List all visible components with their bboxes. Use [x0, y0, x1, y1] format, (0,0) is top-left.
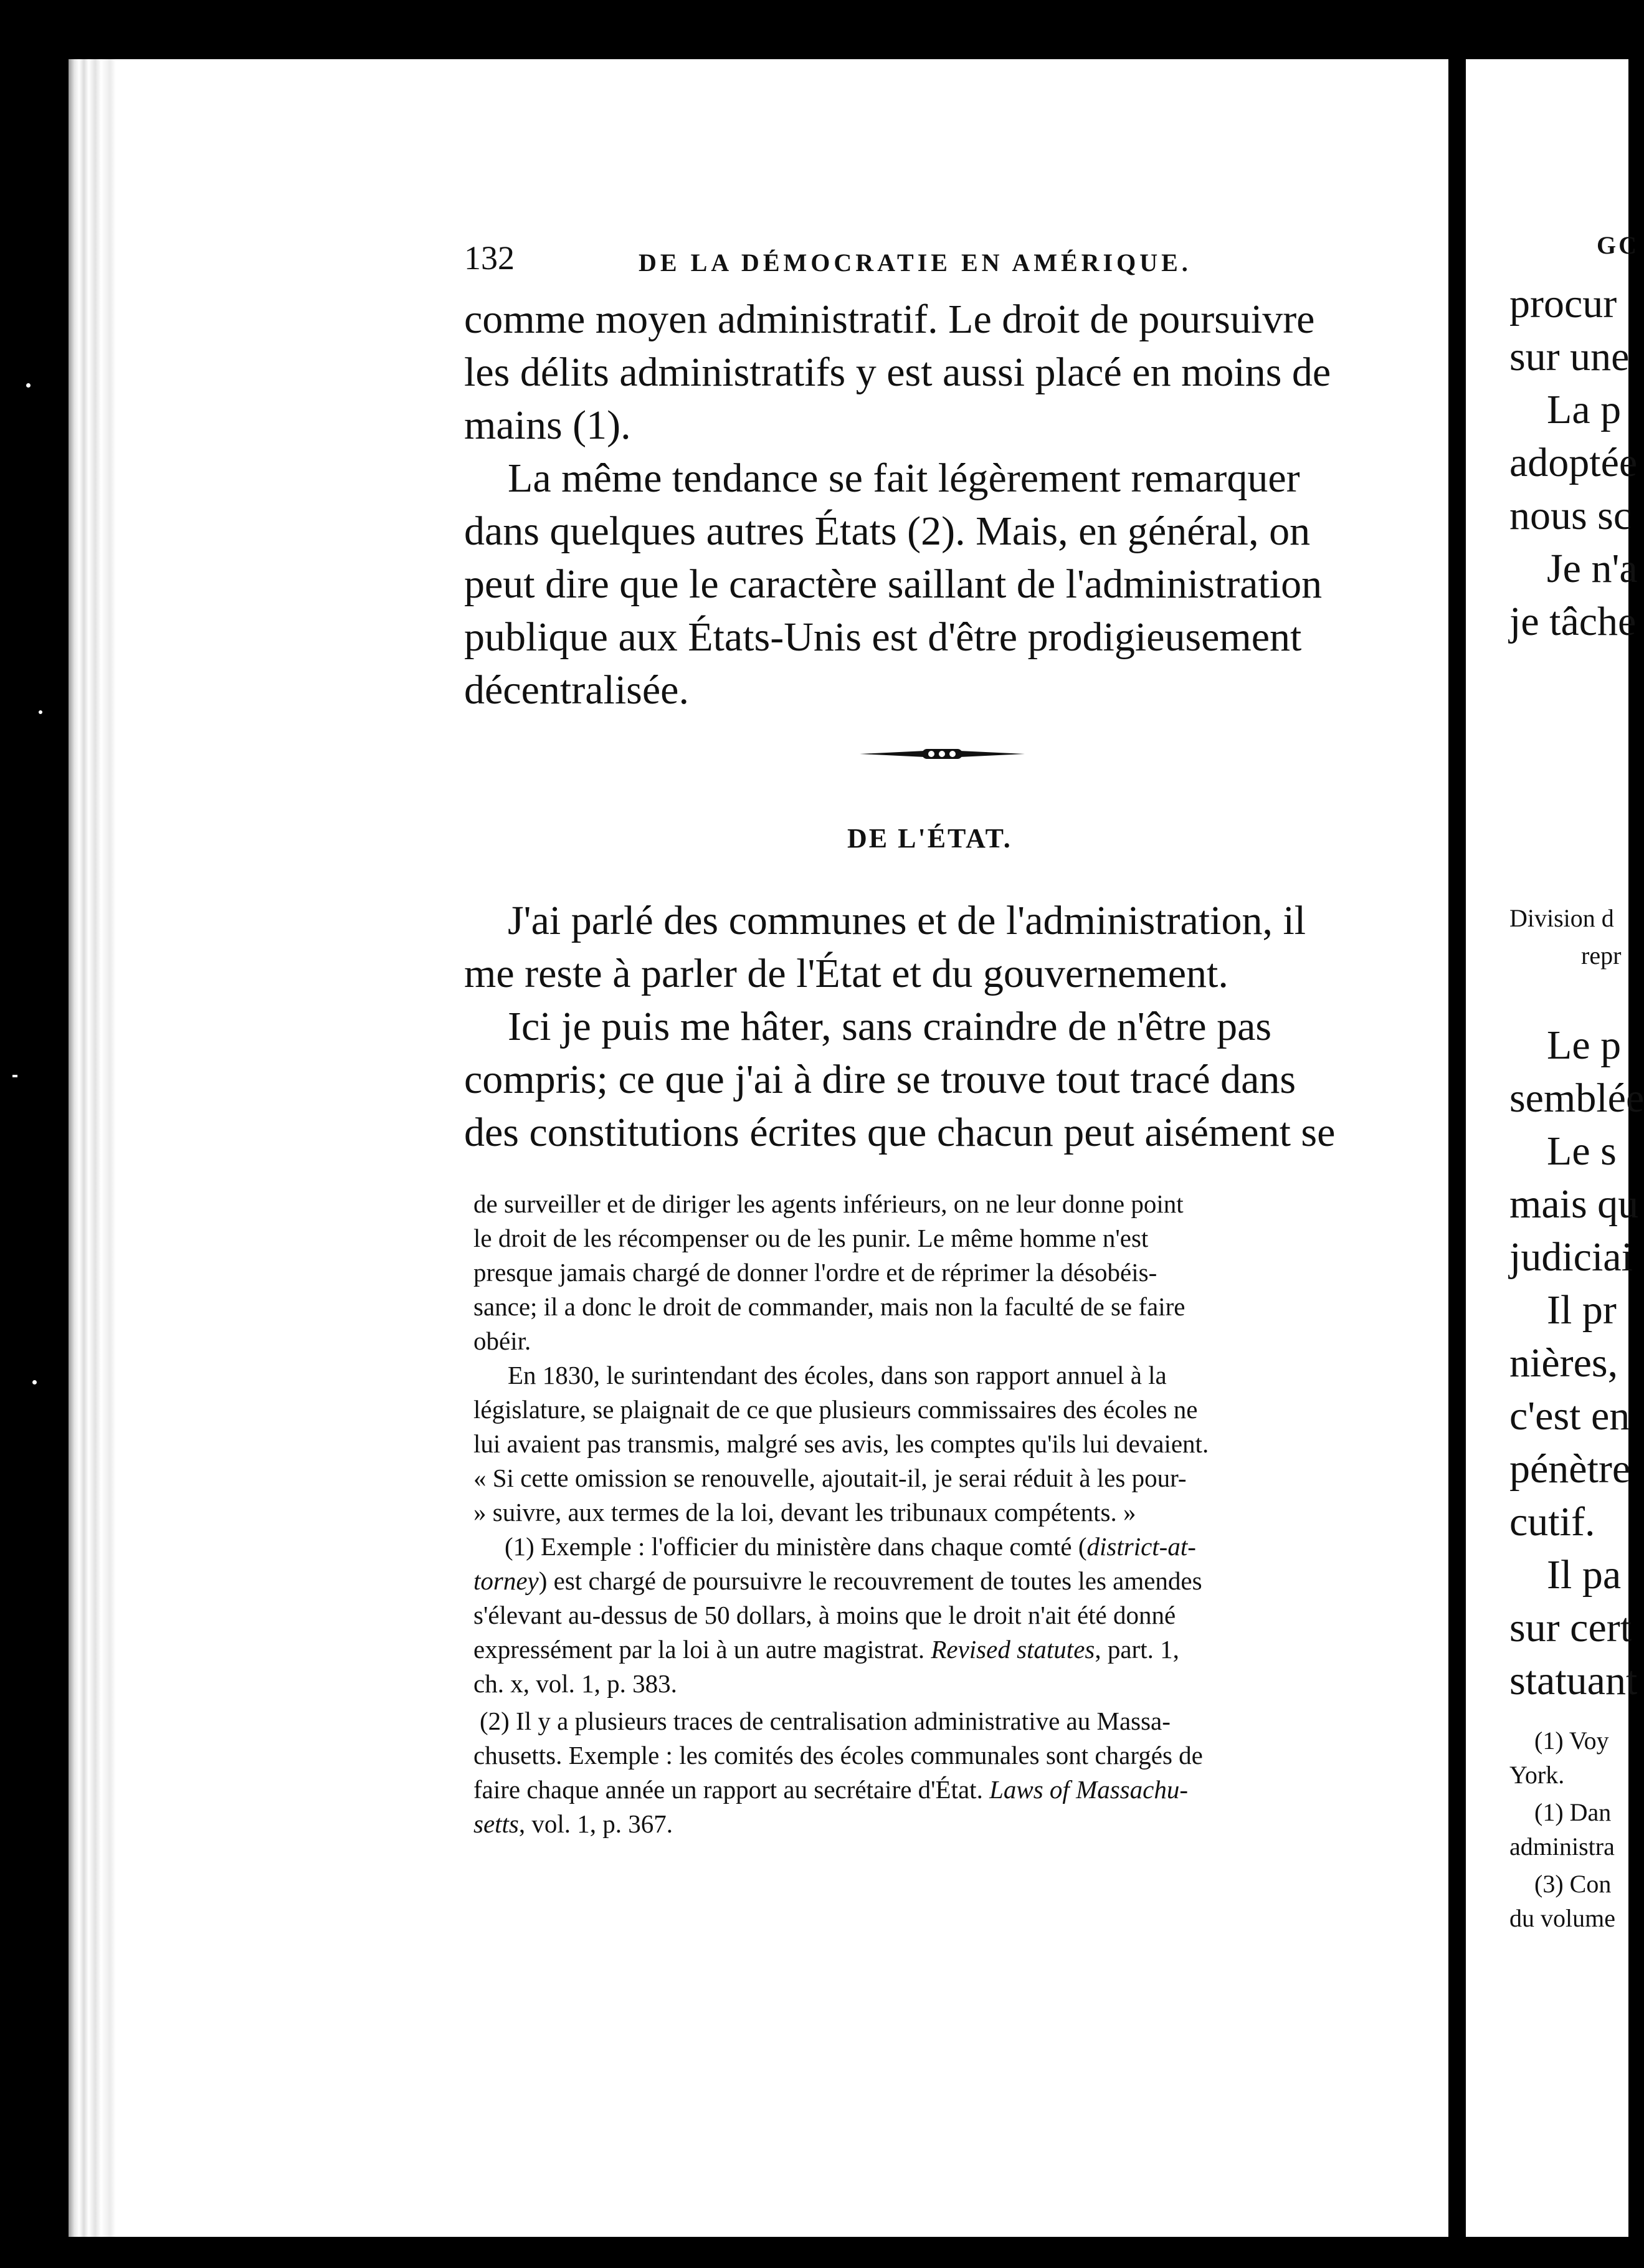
footnote-fragment: du volume [1509, 1904, 1615, 1932]
page-edge-stack [69, 59, 128, 2237]
footnote-line: chusetts. Exemple : les comités des écoles communales sont chargés de [473, 1741, 1203, 1770]
italic-span: setts [473, 1809, 519, 1838]
footnote-line: (2) Il y a plusieurs traces de centralisation administrative au Massa- [480, 1707, 1171, 1735]
text-span: faire chaque année un rapport au secrétaire d'État. [473, 1775, 990, 1804]
text-fragment: procur [1509, 281, 1617, 326]
footnote-fragment: administra [1509, 1832, 1615, 1861]
page-number: 132 [464, 239, 515, 277]
scan-speck [26, 383, 31, 388]
text-fragment: semblée [1509, 1075, 1644, 1121]
text-line: Ici je puis me hâter, sans craindre de n'être pas [508, 1004, 1272, 1049]
footnote-line: ch. x, vol. 1, p. 383. [473, 1669, 677, 1698]
footnote-line: sance; il a donc le droit de commander, mais non la faculté de se faire [473, 1292, 1185, 1321]
text-fragment: mais qu [1509, 1181, 1639, 1227]
running-head-fragment: GC [1597, 231, 1639, 259]
text-fragment: Le p [1547, 1022, 1622, 1068]
text-line: comme moyen administratif. Le droit de poursuivre [464, 297, 1315, 342]
sidenote-fragment: repr [1581, 941, 1622, 970]
italic-span: Revised statutes [931, 1635, 1095, 1664]
text-span: , part. 1, [1095, 1635, 1179, 1664]
italic-span: torney [473, 1566, 539, 1595]
text-fragment: adoptée [1509, 440, 1638, 485]
book-gutter [1448, 50, 1466, 2256]
footnote-1 [473, 1530, 1202, 1701]
text-span: (1) Exemple : l'officier du ministère dans chaque comté ( [505, 1532, 1087, 1561]
footnote-line [473, 1632, 1202, 1667]
text-span: ) est chargé de poursuivre le recouvrement de toutes les amendes [538, 1566, 1202, 1595]
footnote-fragment: (1) Voy [1534, 1727, 1609, 1755]
italic-span: Laws of Massachu- [989, 1775, 1188, 1804]
ornamental-divider [860, 745, 1025, 763]
scan-speck [32, 1380, 37, 1384]
text-line: mains (1). [464, 403, 631, 448]
footnote-fragment: (3) Con [1534, 1870, 1612, 1898]
text-line: décentralisée. [464, 667, 689, 713]
text-fragment: c'est en [1509, 1393, 1630, 1439]
text-fragment: Le s [1547, 1128, 1617, 1174]
footnote-fragment: York. [1509, 1761, 1565, 1789]
text-line: La même tendance se fait légèrement remarquer [508, 455, 1300, 501]
text-fragment: je tâche [1509, 599, 1637, 644]
footnote-fragment: (1) Dan [1534, 1798, 1612, 1826]
italic-span: district-at- [1086, 1532, 1196, 1561]
text-fragment: sur une [1509, 334, 1630, 379]
text-fragment: La p [1547, 387, 1622, 432]
text-line: peut dire que le caractère saillant de l'administration [464, 561, 1323, 607]
footnote-line [473, 1807, 1203, 1841]
footnote-line: presque jamais chargé de donner l'ordre et de réprimer la désobéis- [473, 1258, 1157, 1287]
footnote-line: lui avaient pas transmis, malgré ses avis, les comptes qu'ils lui devaient. [473, 1429, 1209, 1458]
text-span: , vol. 1, p. 367. [518, 1809, 673, 1838]
footnote-line [473, 1773, 1203, 1807]
text-line: compris; ce que j'ai à dire se trouve tout tracé dans [464, 1057, 1296, 1102]
section-text-block [464, 894, 1405, 1159]
text-fragment: Je n'a [1547, 546, 1638, 591]
footnote-line: de surveiller et de diriger les agents inférieurs, on ne leur donne point [473, 1189, 1184, 1218]
section-title: DE L'ÉTAT. [847, 823, 1012, 854]
footnote-line: législature, se plaignait de ce que plusieurs commissaires des écoles ne [473, 1395, 1198, 1424]
text-fragment: nous sc [1509, 493, 1632, 538]
text-fragment: pénètre [1509, 1446, 1631, 1492]
sidenote-fragment: Division d [1509, 904, 1614, 932]
text-fragment: sur cert [1509, 1605, 1632, 1651]
scan-speck [39, 710, 42, 714]
text-line: des constitutions écrites que chacun peut aisément se [464, 1110, 1336, 1155]
text-fragment: Il pr [1547, 1287, 1617, 1333]
text-line: me reste à parler de l'État et du gouvernement. [464, 951, 1228, 996]
footnote-line: » suivre, aux termes de la loi, devant les tribunaux compétents. » [473, 1498, 1136, 1527]
footnote-line: « Si cette omission se renouvelle, ajoutait-il, je serai réduit à les pour- [473, 1464, 1187, 1492]
scan-speck [1585, 2218, 1594, 2221]
text-span: expressément par la loi à un autre magistrat. [473, 1635, 931, 1664]
footnote-line [473, 1564, 1202, 1598]
text-fragment: statuant [1509, 1658, 1638, 1703]
footnote-line: obéir. [473, 1327, 531, 1355]
main-text-block [464, 293, 1405, 717]
text-line: dans quelques autres États (2). Mais, en général, on [464, 508, 1311, 554]
text-fragment: Il pa [1547, 1552, 1622, 1598]
text-fragment: cutif. [1509, 1499, 1595, 1545]
text-fragment: judiciai [1509, 1234, 1633, 1280]
text-line: J'ai parlé des communes et de l'administration, il [508, 898, 1306, 943]
text-line: publique aux États-Unis est d'être prodigieusement [464, 614, 1302, 660]
text-fragment: nières, [1509, 1340, 1618, 1386]
scan-speck [12, 1075, 17, 1077]
footnote-line: le droit de les récompenser ou de les punir. Le même homme n'est [473, 1224, 1149, 1252]
footnote-line: s'élevant au-dessus de 50 dollars, à moins que le droit n'ait été donné [473, 1601, 1176, 1629]
footnote-2 [473, 1704, 1203, 1841]
footnote-line: En 1830, le surintendant des écoles, dans son rapport annuel à la [508, 1361, 1167, 1389]
running-head: DE LA DÉMOCRATIE EN AMÉRIQUE. [639, 249, 1192, 277]
right-page [1466, 59, 1644, 2237]
footnote-line [473, 1530, 1202, 1564]
footnote-continuation [473, 1187, 1209, 1530]
text-line: les délits administratifs y est aussi placé en moins de [464, 350, 1331, 395]
